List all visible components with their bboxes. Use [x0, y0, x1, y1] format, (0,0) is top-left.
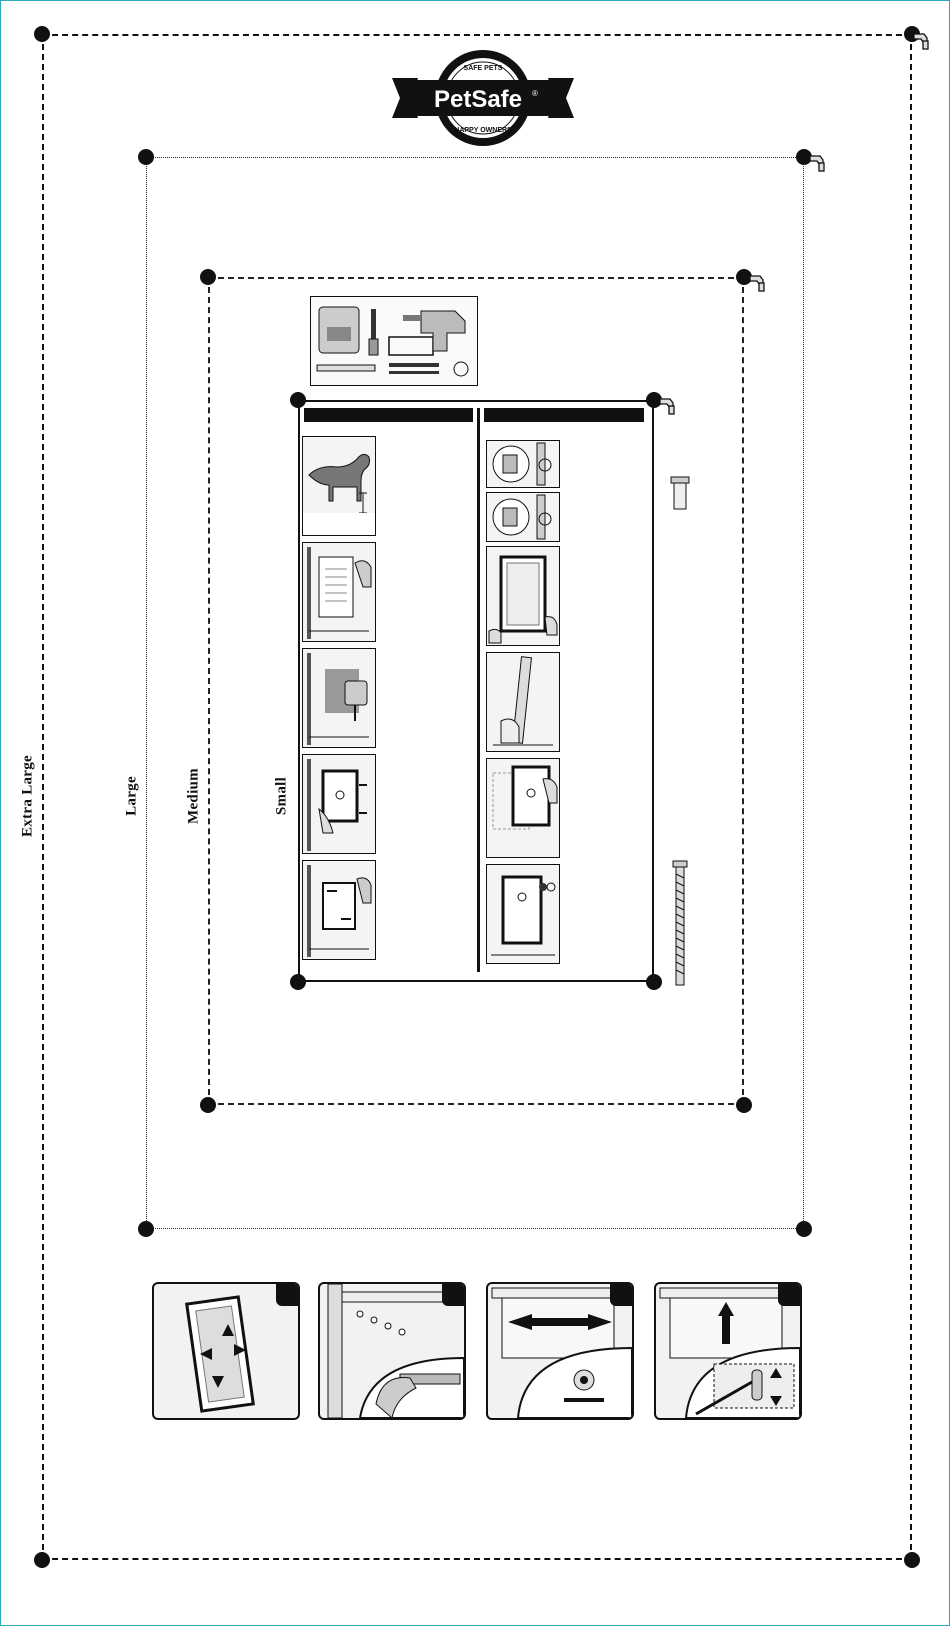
step-tape-template — [302, 542, 376, 642]
right-column-header-bar — [484, 408, 644, 422]
step-cut-opening — [302, 648, 376, 748]
panel-corner-tab — [778, 1284, 800, 1306]
corner-dot-m-bottom-right — [736, 1097, 752, 1113]
step-position-frame — [486, 546, 560, 646]
step-hinge-detail-top — [486, 440, 560, 488]
tools-illustration — [310, 296, 478, 386]
size-label-extra-large: Extra Large — [19, 754, 36, 838]
column-divider — [477, 408, 480, 972]
brand-ring-top: SAFE PETS — [463, 65, 503, 72]
panel-adjust-height — [654, 1282, 802, 1420]
corner-dot-l-bottom-left — [138, 1221, 154, 1237]
left-column-header-bar — [304, 408, 473, 422]
petsafe-logo — [392, 46, 574, 150]
corner-dot-m-top-left — [200, 269, 216, 285]
step-insert-frame — [302, 754, 376, 854]
step-measure-pet — [302, 436, 376, 536]
brand-registered-mark: ® — [532, 89, 538, 98]
corner-dot-xl-bottom-right — [904, 1552, 920, 1568]
panel-corner-tab — [276, 1284, 298, 1306]
screw-icon — [670, 476, 690, 510]
step-secure-frame — [302, 860, 376, 960]
hinge-clip-icon — [658, 395, 680, 417]
panel-screw-detail — [318, 1282, 466, 1420]
bolt-icon — [672, 860, 688, 986]
hinge-clip-icon — [808, 152, 830, 174]
brand-name: PetSafe — [433, 86, 523, 113]
corner-dot-xl-bottom-left — [34, 1552, 50, 1568]
corner-dot-s-bottom-left — [290, 974, 306, 990]
step-fit-interior-frame — [486, 758, 560, 858]
brand-ring-bottom: HAPPY OWNERS — [454, 127, 512, 134]
corner-dot-s-bottom-right — [646, 974, 662, 990]
corner-dot-l-bottom-right — [796, 1221, 812, 1237]
panel-corner-tab — [610, 1284, 632, 1306]
step-hinge-detail-bottom — [486, 492, 560, 542]
step-attach-strip — [486, 652, 560, 752]
size-label-medium: Medium — [185, 768, 202, 824]
size-label-large: Large — [123, 776, 140, 816]
panel-corner-tab — [442, 1284, 464, 1306]
corner-dot-m-bottom-left — [200, 1097, 216, 1113]
hinge-clip-icon — [912, 30, 934, 52]
hinge-clip-icon — [748, 272, 770, 294]
step-tighten-screws — [486, 864, 560, 964]
size-label-small: Small — [273, 776, 290, 816]
corner-dot-xl-top-left — [34, 26, 50, 42]
panel-align-frame — [152, 1282, 300, 1420]
panel-adjust-width — [486, 1282, 634, 1420]
corner-dot-l-top-left — [138, 149, 154, 165]
corner-dot-s-top-left — [290, 392, 306, 408]
